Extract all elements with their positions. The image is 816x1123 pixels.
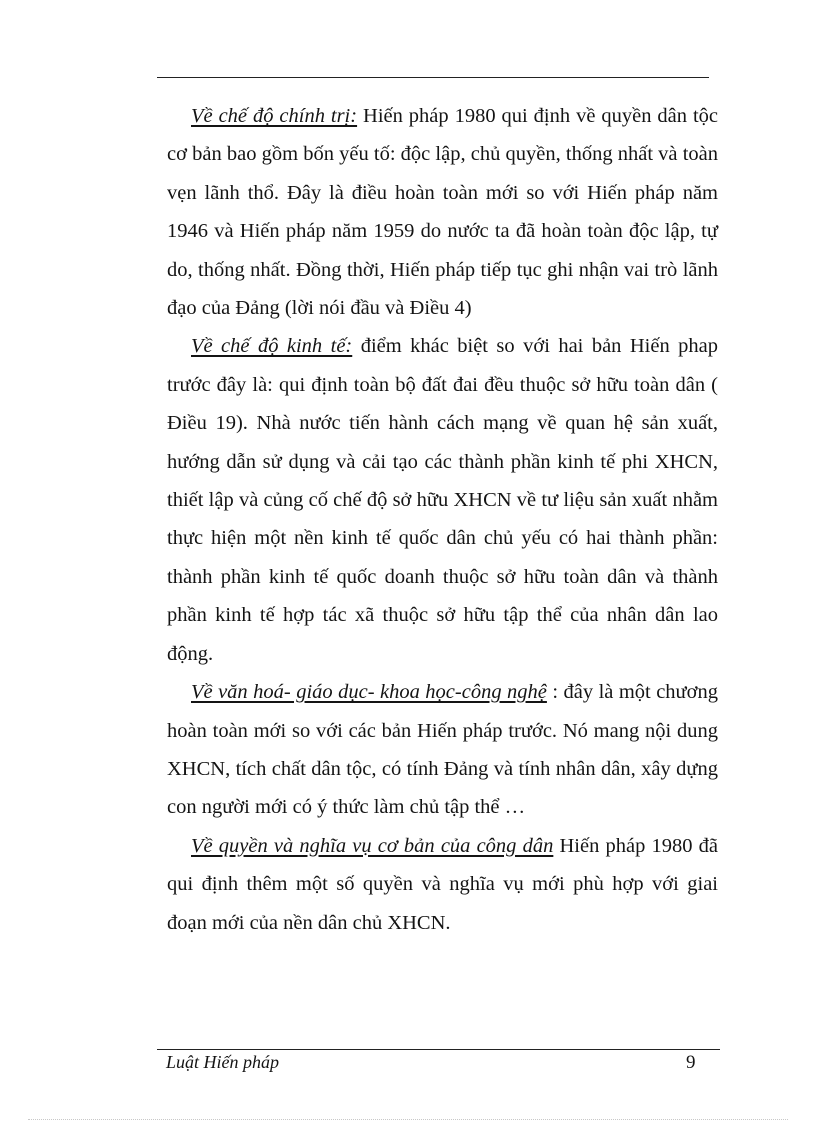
footer-rule — [157, 1049, 720, 1050]
header-rule — [157, 77, 709, 78]
paragraph-heading: Về quyền và nghĩa vụ cơ bản của công dân — [191, 834, 554, 857]
paragraph-political-regime — [167, 97, 718, 327]
document-body — [167, 97, 718, 942]
paragraph-heading: Về chế độ kinh tế: — [191, 335, 353, 358]
paragraph-heading: Về văn hoá- giáo dục- khoa học-công nghệ — [191, 681, 547, 704]
paragraph-citizen-rights — [167, 827, 718, 942]
page-number: 9 — [686, 1052, 696, 1073]
paragraph-text: : đây là một chương hoàn toàn mới so với các bản Hiến pháp trước. Nó mang nội dung XHCN, tích chất dân tộc, có tính Đảng và tính nhân dân, xây dựng con người mới có ý thức làm chủ tập thể … — [167, 681, 719, 819]
paragraph-text: Hiến pháp 1980 đã qui định thêm một số quyền và nghĩa vụ mới phù hợp với giai đoạn mới của nền dân chủ XHCN. — [167, 834, 719, 934]
paragraph-text: Hiến pháp 1980 qui định về quyền dân tộc cơ bản bao gồm bốn yếu tố: độc lập, chủ quyền, thống nhất và toàn vẹn lãnh thổ. Đây là điều hoàn toàn mới so với Hiến pháp năm 1946 và Hiến pháp năm 1959 do nước ta đã hoàn toàn độc lập, tự do, thống nhất. Đồng thời, Hiến pháp tiếp tục ghi nhận vai trò lãnh đạo của Đảng (lời nói đầu và Điều 4) — [167, 105, 718, 320]
paragraph-text: điểm khác biệt so với hai bản Hiến phap trước đây là: qui định toàn bộ đất đai đều thuộc sở hữu toàn dân ( Điều 19). Nhà nước tiến hành cách mạng về quan hệ sản xuất, hướng dẫn sử dụng và cải tạo các thành phần kinh tế phi XHCN, thiết lập và củng cố chế độ sở hữu XHCN về tư liệu sản xuất nhằm thực hiện một nền kinh tế quốc dân chủ yếu có hai thành phần: thành phần kinh tế quốc doanh thuộc sở hữu toàn dân và thành phần kinh tế hợp tác xã thuộc sở hữu tập thể của nhân dân lao động. — [167, 335, 718, 665]
paragraph-heading: Về chế độ chính trị: — [191, 105, 358, 127]
paragraph-economic-regime — [167, 327, 718, 673]
page-edge-dotted-line — [28, 1119, 788, 1120]
footer-title: Luật Hiến pháp — [166, 1052, 280, 1072]
paragraph-culture-education — [167, 673, 718, 827]
